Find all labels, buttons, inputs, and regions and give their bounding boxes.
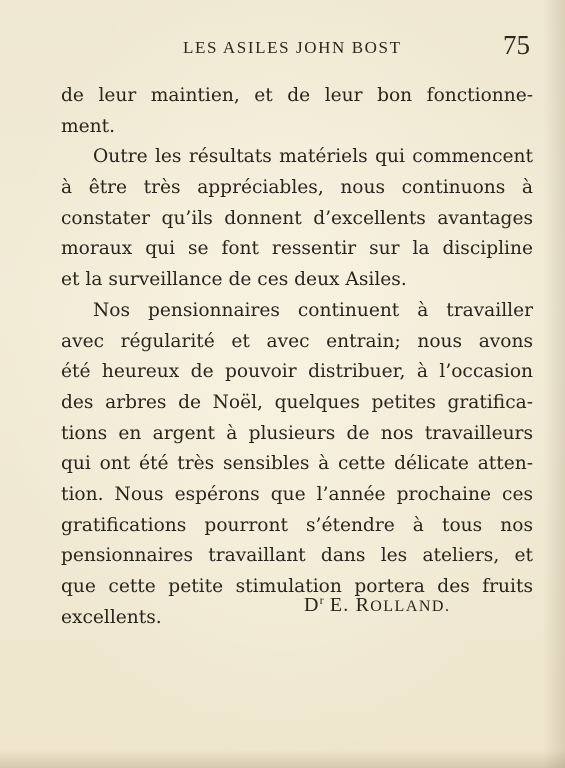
text-line: constater qu’ils donnent d’excellents avantages (61, 207, 533, 229)
signature-title-superscript: r (319, 593, 324, 607)
text-line: avec régularité et avec entrain; nous avons (61, 330, 533, 352)
paragraph-start-line: Outre les résultats matériels qui commencent (93, 146, 533, 168)
text-line: tions en argent à plusieurs de nos travailleurs (61, 422, 533, 444)
signature-surname: OLLAND. (370, 598, 451, 615)
text-line: tion. Nous espérons que l’année prochaine ces (61, 483, 533, 505)
page-edge-shadow (543, 0, 565, 768)
signature (304, 593, 450, 617)
text-line: à être très appréciables, nous continuons à (61, 177, 533, 199)
text-line: de leur maintien, et de leur bon fonctionne- (61, 85, 533, 106)
page-bottom-shadow (0, 750, 565, 768)
paragraph-start-line: Nos pensionnaires continuent à travailler (93, 299, 533, 321)
text-line: excellents. (61, 606, 162, 628)
running-title: LES ASILES JOHN BOST (183, 38, 402, 57)
text-line: ment. (61, 115, 115, 137)
text-line: et la surveillance de ces deux Asiles. (61, 269, 407, 291)
signature-initial: E. R (329, 594, 371, 616)
text-line: qui ont été très sensibles à cette délicate atten- (61, 453, 533, 475)
body-text (61, 81, 533, 633)
text-line: que cette petite stimulation portera des fruits (61, 576, 533, 597)
text-line: pensionnaires travaillant dans les ateliers, et (61, 545, 533, 567)
text-line: des arbres de Noël, quelques petites gratifica- (61, 391, 533, 413)
text-line: moraux qui se font ressentir sur la discipline (61, 238, 533, 260)
signature-title: D (304, 594, 320, 616)
page-header (0, 30, 565, 62)
text-line: été heureux de pouvoir distribuer, à l’occasion (61, 361, 533, 383)
page-number: 75 (503, 30, 530, 60)
text-line: gratifications pourront s’étendre à tous nos (61, 514, 533, 536)
